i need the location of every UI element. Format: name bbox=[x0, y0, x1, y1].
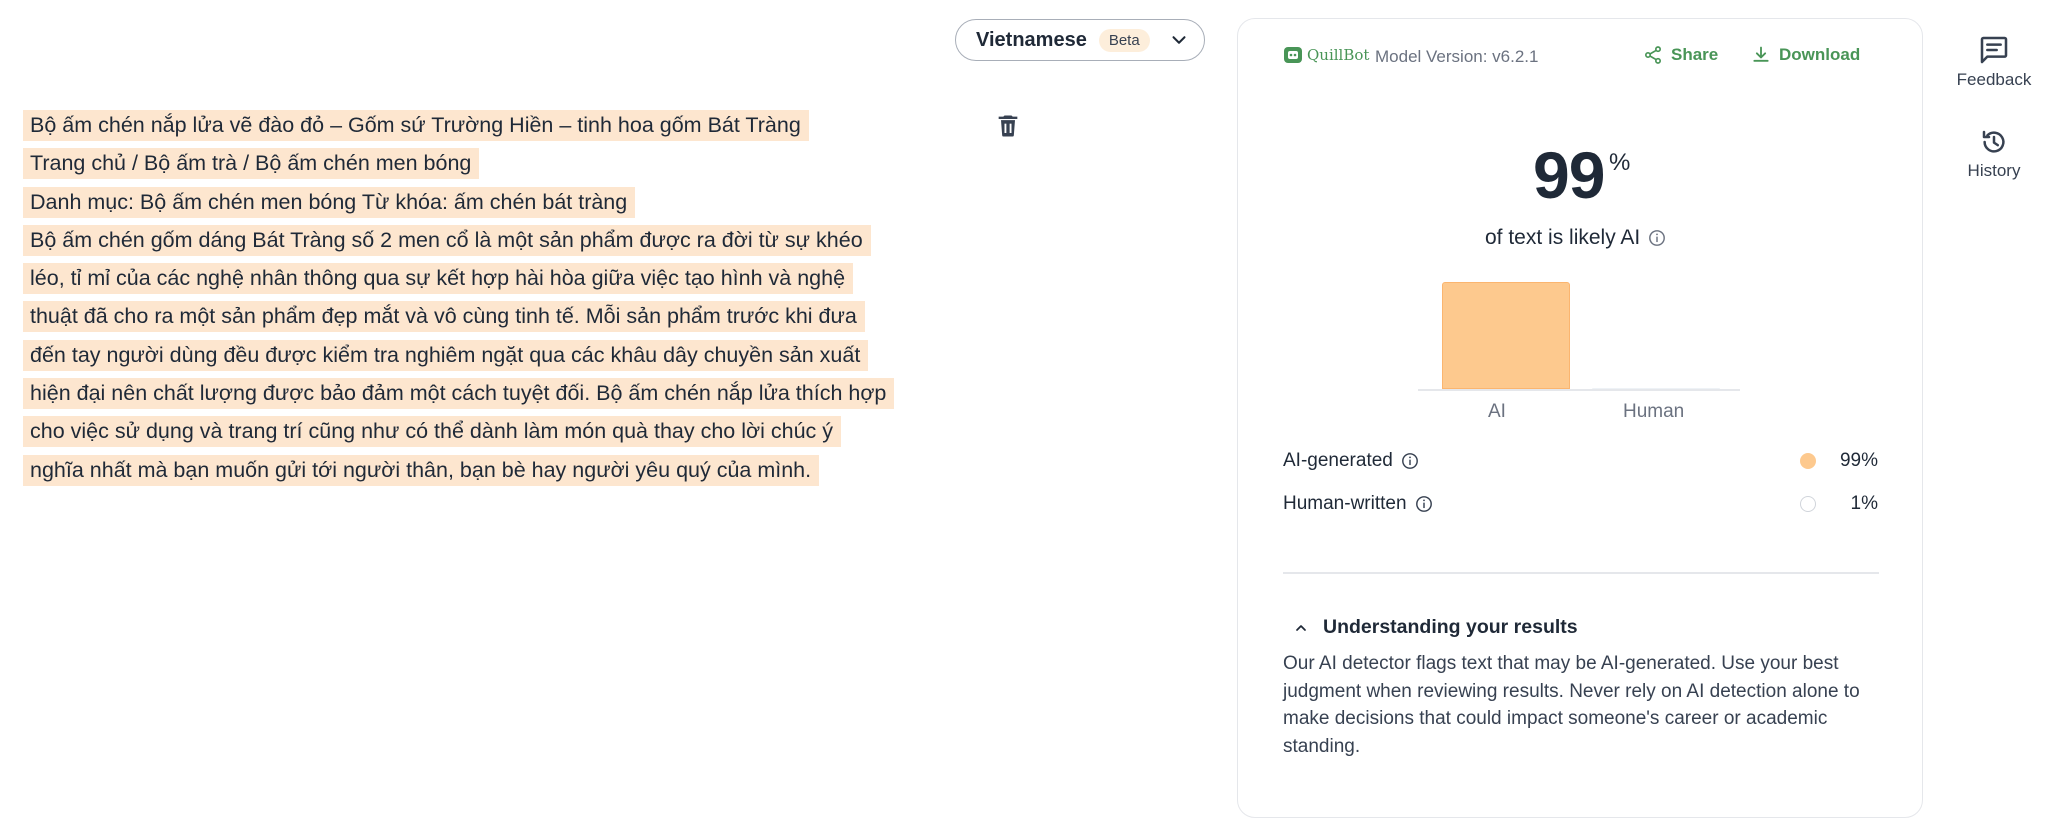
info-icon[interactable] bbox=[1415, 495, 1433, 513]
chart-category-human: Human bbox=[1623, 401, 1685, 422]
highlighted-sentence: đến tay người dùng đều được kiểm tra nghiêm ngặt qua các khâu dây chuyền sản xuất bbox=[23, 340, 868, 371]
download-icon bbox=[1751, 45, 1771, 65]
text-line bbox=[30, 183, 960, 221]
ai-generated-row bbox=[1283, 450, 1419, 472]
text-line bbox=[30, 374, 960, 412]
highlighted-sentence: Danh mục: Bộ ấm chén men bóng Từ khóa: ấm chén bát tràng bbox=[23, 187, 635, 218]
ai-legend-dot bbox=[1800, 453, 1816, 469]
highlighted-sentence: Bộ ấm chén nắp lửa vẽ đào đỏ – Gốm sứ Trường Hiền – tinh hoa gốm Bát Tràng bbox=[23, 110, 809, 141]
score-caption-text: of text is likely AI bbox=[1485, 226, 1641, 249]
text-line bbox=[30, 336, 960, 374]
history-button[interactable] bbox=[1944, 127, 2044, 181]
chart-category-ai: AI bbox=[1488, 401, 1506, 422]
highlighted-sentence: léo, tỉ mỉ của các nghệ nhân thông qua sự kết hợp hài hòa giữa việc tạo hình và nghệ bbox=[23, 263, 853, 294]
text-line bbox=[30, 106, 960, 144]
history-label: History bbox=[1967, 161, 2021, 180]
human-written-value: 1% bbox=[1850, 493, 1878, 514]
feedback-icon bbox=[1978, 34, 2010, 66]
understanding-body: Our AI detector flags text that may be AI-generated. Use your best judgment when reviewing results. Never rely on AI detection alone to make decisions that could impact someone's career or academic standing. bbox=[1283, 653, 1860, 757]
score-caption bbox=[1485, 226, 1666, 250]
text-line bbox=[30, 221, 960, 259]
language-selector[interactable] bbox=[955, 19, 1205, 61]
share-button[interactable] bbox=[1643, 45, 1718, 65]
chevron-up-icon bbox=[1293, 620, 1309, 636]
quillbot-logo bbox=[1283, 45, 1369, 65]
chevron-down-icon bbox=[1168, 29, 1190, 51]
human-written-label: Human-written bbox=[1283, 493, 1407, 514]
info-icon[interactable] bbox=[1401, 452, 1419, 470]
input-text-area[interactable] bbox=[30, 106, 960, 489]
text-line bbox=[30, 451, 960, 489]
info-icon[interactable] bbox=[1648, 229, 1666, 247]
feedback-button[interactable] bbox=[1944, 34, 2044, 90]
ai-generated-label: AI-generated bbox=[1283, 450, 1393, 471]
divider bbox=[1283, 572, 1879, 574]
human-written-row bbox=[1283, 493, 1433, 515]
beta-badge: Beta bbox=[1099, 29, 1150, 52]
quillbot-logo-icon bbox=[1283, 45, 1303, 65]
highlighted-sentence: cho việc sử dụng và trang trí cũng như có thể dành làm món quà thay cho lời chúc ý bbox=[23, 416, 841, 447]
highlighted-sentence: thuật đã cho ra một sản phẩm đẹp mắt và vô cùng tinh tế. Mỗi sản phẩm trước khi đưa bbox=[23, 301, 865, 332]
highlighted-sentence: Trang chủ / Bộ ấm trà / Bộ ấm chén men bóng bbox=[23, 148, 479, 179]
text-line bbox=[30, 259, 960, 297]
highlighted-sentence: Bộ ấm chén gốm dáng Bát Tràng số 2 men cổ là một sản phẩm được ra đời từ sự khéo bbox=[23, 225, 871, 256]
share-icon bbox=[1643, 45, 1663, 65]
ai-generated-value: 99% bbox=[1839, 450, 1878, 471]
text-line bbox=[30, 297, 960, 335]
understanding-title: Understanding your results bbox=[1323, 616, 1578, 638]
understanding-results-toggle[interactable] bbox=[1293, 616, 1578, 639]
quillbot-wordmark: QuillBot bbox=[1307, 46, 1370, 64]
language-label: Vietnamese bbox=[976, 28, 1087, 51]
history-icon bbox=[1979, 127, 2009, 157]
highlighted-sentence: nghĩa nhất mà bạn muốn gửi tới người thân, bạn bè hay người yêu quý của mình. bbox=[23, 455, 819, 486]
chart-bar-ai bbox=[1442, 282, 1570, 389]
ai-score-value: 99 bbox=[1533, 138, 1605, 212]
highlighted-sentence: hiện đại nên chất lượng được bảo đảm một cách tuyệt đối. Bộ ấm chén nắp lửa thích hợp bbox=[23, 378, 894, 409]
chart-baseline bbox=[1418, 389, 1740, 391]
text-line bbox=[30, 144, 960, 182]
share-label: Share bbox=[1671, 45, 1719, 64]
ai-score-unit: % bbox=[1609, 149, 1631, 176]
human-legend-dot bbox=[1800, 496, 1816, 512]
results-panel bbox=[1237, 18, 1923, 818]
text-line bbox=[30, 412, 960, 450]
model-version: Model Version: v6.2.1 bbox=[1375, 47, 1539, 66]
download-button[interactable] bbox=[1751, 45, 1860, 65]
download-label: Download bbox=[1779, 45, 1861, 64]
feedback-label: Feedback bbox=[1956, 70, 2032, 89]
trash-icon[interactable] bbox=[994, 112, 1022, 140]
